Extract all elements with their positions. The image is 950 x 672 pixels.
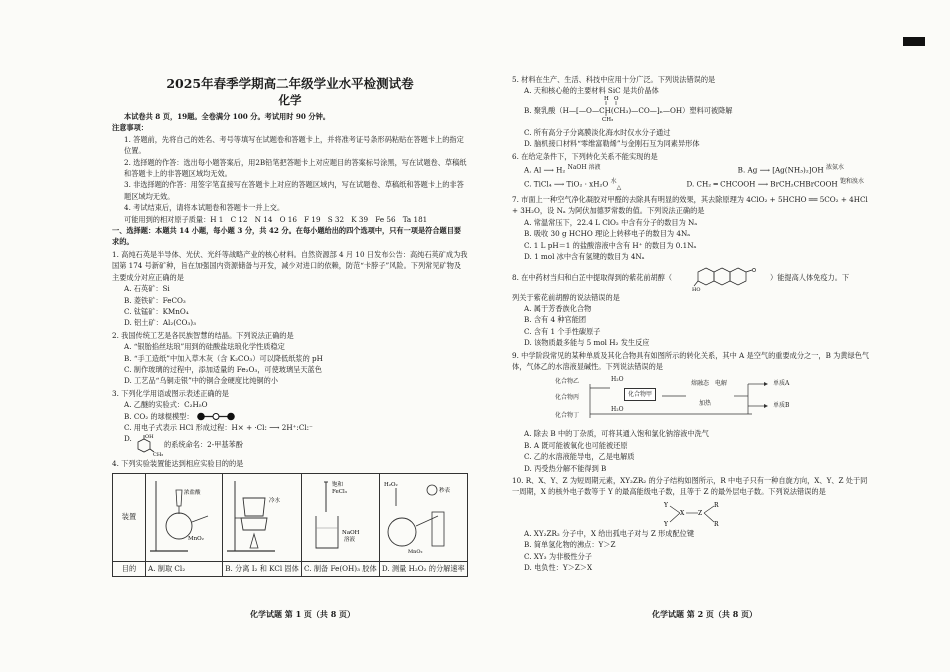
q8-option-a: A. 属于芳香族化合物 bbox=[524, 303, 592, 313]
q8-stem-part-1: 8. 在中药材当归和白芷中提取得到的紫花前胡醇（ bbox=[512, 272, 673, 282]
exam-subject: 化学 bbox=[278, 93, 302, 107]
praeruptorin-structure-icon bbox=[692, 264, 766, 292]
question-4-stem: 4. 下列实验装置能达到相应实验目的的是 bbox=[112, 459, 244, 469]
q10-structure bbox=[512, 498, 874, 528]
q2-option-b: B. “手工造纸”中加入草木灰（含 K₂CO₃）可以降低纸浆的 pH bbox=[124, 353, 323, 363]
flow-h2o-1: H₂O bbox=[611, 376, 624, 384]
q6-condition-a: NaOH 溶液 bbox=[567, 164, 601, 172]
atom-y-2: Y bbox=[664, 520, 668, 528]
q5-option-a: A. 天和核心舱的主要材料 SiC 是共价晶体 bbox=[524, 86, 659, 96]
flow-compound-bing: 化合物丙 bbox=[555, 394, 580, 402]
footer-page-2: 化学试题 第 2 页（共 8 页） bbox=[652, 609, 758, 619]
corner-marker bbox=[903, 37, 925, 46]
q6-condition-c2: △ bbox=[616, 183, 622, 191]
q3-option-b-text: B. CO₂ 的球棍模型： bbox=[124, 411, 194, 421]
q3-option-d bbox=[112, 433, 468, 457]
question-1-stem: 1. 高纯石英是半导体、光伏、光纤等战略产业的核心材料。自然资源部 4 月 10 日发布公告：高纯石英矿成为我国第 174 号新矿种，旨在加强国内资源储备与开发，减少对进口的依赖，防范“卡脖子”风险。下列常见矿物及主要成分对应正确的是 bbox=[112, 249, 468, 282]
apparatus-c bbox=[302, 473, 380, 561]
label-saturated: 饱和 bbox=[332, 481, 344, 488]
q6-condition-d: 饱和溴水 bbox=[839, 177, 864, 185]
note-4: 4. 考试结束后，请将本试题卷和答题卡一并上交。 bbox=[124, 203, 285, 213]
note-2: 2. 选择题的作答：选出每小题答案后，用2B铅笔把答题卡上对应题目的答案标号涂黑，写在试题卷、草稿纸和答题卡上的非答题区域均无效。 bbox=[124, 157, 467, 179]
atomic-masses: 可能用到的相对原子质量：H 1 C 12 N 14 O 16 F 19 S 32 K 39 Fe 56 Ta 181 bbox=[124, 214, 428, 224]
pla-ch3-label: CH₃ bbox=[602, 116, 614, 121]
atom-z: Z bbox=[698, 509, 703, 517]
page-1-column bbox=[112, 70, 468, 577]
q3-option-c: C. 用电子式表示 HCl 形成过程：H× + ·Cl: ⟶ 2H⁺:Cl:⁻ bbox=[124, 422, 313, 432]
flow-heating: 加热 bbox=[699, 400, 712, 408]
q8-ho-label: HO bbox=[692, 286, 701, 292]
apparatus-a bbox=[146, 473, 223, 561]
q10-option-c: C. XY₃ 为非极性分子 bbox=[524, 551, 592, 561]
q1-option-b: B. 菱铁矿：FeCO₃ bbox=[124, 295, 186, 305]
q2-option-d: D. 工艺品“乌铜走银”中的铜合金硬度比纯铜的小 bbox=[124, 376, 278, 386]
purpose-d: D. 测量 H₂O₂ 的分解速率 bbox=[379, 561, 467, 576]
pla-h-label: H bbox=[604, 95, 609, 102]
oh-group-label: OH bbox=[145, 434, 154, 441]
q5-option-c: C. 所有高分子分离膜淡化海水时仅水分子通过 bbox=[524, 127, 671, 137]
label-conc-hcl: 浓盐酸 bbox=[184, 489, 201, 496]
footer-page-1: 化学试题 第 1 页（共 8 页） bbox=[250, 609, 356, 619]
purpose-a: A. 制取 Cl₂ bbox=[146, 561, 223, 576]
label-cold-water: 冷水 bbox=[269, 497, 281, 504]
label-stopwatch: 秒表 bbox=[438, 487, 450, 494]
q8-option-c: C. 含有 1 个手性碳原子 bbox=[524, 326, 601, 336]
q2-option-c: C. 制作玻璃的过程中，添加适量的 Fe₂O₃，可使玻璃呈天蓝色 bbox=[124, 364, 322, 374]
q3-option-b bbox=[112, 411, 468, 422]
apparatus-d bbox=[379, 473, 467, 561]
purpose-b: B. 分离 I₂ 和 KCl 固体 bbox=[223, 561, 302, 576]
q8-option-d: D. 该物质最多能与 5 mol H₂ 发生反应 bbox=[524, 338, 650, 348]
q8-stem-part-3: 列关于紫花前胡醇的说法错误的是 bbox=[512, 292, 620, 302]
q10-molecule-icon bbox=[652, 498, 732, 528]
flow-compound-jia: 化合物甲 bbox=[624, 388, 656, 401]
q10-option-a: A. XY₂ZR₂ 分子中，X 给出孤电子对与 Z 形成配位键 bbox=[524, 528, 695, 538]
experiment-table bbox=[112, 473, 468, 577]
q1-option-c: C. 钛锰矿：KMnO₄ bbox=[124, 306, 189, 316]
apparatus-b bbox=[223, 473, 302, 561]
ch3-group-label: CH₃ bbox=[153, 452, 164, 458]
atom-r-2: R bbox=[714, 520, 719, 528]
q10-option-b: B. 简单氢化物的沸点：Y＞Z bbox=[524, 540, 616, 550]
note-1: 1. 答题前，先将自己的姓名、考号等填写在试题卷和答题卡上，并将准考证号条形码粘贴在答题卡上的指定位置。 bbox=[124, 134, 464, 156]
q6-option-b bbox=[738, 162, 844, 176]
q6-option-d bbox=[686, 176, 864, 193]
question-5-stem: 5. 材料在生产、生活、科技中应用十分广泛。下列说法错误的是 bbox=[512, 75, 716, 84]
q8-option-b: B. 含有 4 种官能团 bbox=[524, 315, 587, 325]
methylphenol-structure-icon bbox=[134, 433, 164, 457]
label-naoh: NaOH bbox=[342, 529, 360, 536]
q1-option-a: A. 石英矿：Si bbox=[124, 284, 170, 294]
q3-option-d-label: D. bbox=[124, 434, 132, 444]
purpose-row-header: 目的 bbox=[113, 561, 146, 576]
q8-stem-part-2: ）能提高人体免疫力。下 bbox=[770, 272, 850, 282]
atom-y-1: Y bbox=[664, 501, 668, 509]
pla-o-label: O bbox=[614, 95, 619, 102]
q6-option-a bbox=[524, 162, 600, 176]
q5-option-b bbox=[512, 97, 874, 127]
q6-option-b-text: B. Ag ⟶ [Ag(NH₃)₂]OH bbox=[737, 165, 824, 175]
q6-options-row-2 bbox=[512, 176, 874, 193]
page-2-column bbox=[512, 74, 874, 573]
label-fecl3: FeCl₃ bbox=[332, 488, 347, 495]
q6-option-c-text: C. TiCl₄ ⟶ TiO₂ · xH₂O bbox=[524, 179, 609, 189]
apparatus-c-icon bbox=[304, 476, 376, 556]
label-mno2-a: MnO₂ bbox=[188, 535, 204, 542]
q1-option-d: D. 铝土矿：Al₂(CO₃)₃ bbox=[124, 318, 196, 328]
label-solution: 溶液 bbox=[344, 536, 356, 543]
question-7-stem: 7. 市面上一种空气净化凝胶对甲醛的去除具有明显的效果，其去除原理为 4ClO₂ + 5HCHO ══ 5CO₂ + 4HCl + 3H₂O，设 Nₐ 为阿伏加德罗常数的值。下列说法正确的是 bbox=[512, 195, 868, 216]
q7-option-c: C. 1 L pH＝1 的盐酸溶液中含有 H⁺ 的数目为 0.1Nₐ bbox=[524, 240, 697, 250]
question-8-stem bbox=[512, 264, 874, 292]
q9-option-c: C. 乙的水溶液能导电，乙是电解质 bbox=[524, 452, 635, 462]
q3-option-d-text: 的系统命名：2-甲基苯酚 bbox=[164, 440, 243, 450]
q3-option-a: A. 乙醚的实验式：C₂H₅O bbox=[124, 400, 208, 410]
flow-h2o-2: H₂O bbox=[611, 406, 624, 414]
flow-compound-yi: 化合物乙 bbox=[555, 378, 580, 386]
device-row-header: 装置 bbox=[113, 473, 146, 561]
q6-option-d-text: D. CH₂ ═ CHCOOH ⟶ BrCH₂CHBrCOOH bbox=[686, 179, 838, 189]
q6-condition-b: 浓氨水 bbox=[825, 164, 844, 172]
label-h2o2: H₂O₂ bbox=[383, 481, 398, 488]
question-6-stem: 6. 在给定条件下，下列转化关系不能实现的是 bbox=[512, 151, 658, 161]
q9-option-a: A. 除去 B 中的丁杂质，可将其通入饱和氯化钠溶液中洗气 bbox=[524, 429, 709, 439]
q9-option-b: B. A 既可能被氧化也可能被还原 bbox=[524, 440, 628, 450]
exam-title: 2025年春季学期高二年级学业水平检测试卷 bbox=[166, 76, 414, 91]
q5-option-b-text: B. 聚乳酸（H—[—O—CH(CH₃)—CO—]ₙ—OH）塑料可被降解 bbox=[524, 105, 733, 115]
q9-flow-diagram bbox=[512, 374, 874, 426]
atom-r-1: R bbox=[714, 501, 719, 509]
note-3: 3. 非选择题的作答：用签字笔直接写在答题卡上对应的答题区域内，写在试题卷、草稿纸和答题卡上的非答题区域均无效。 bbox=[124, 180, 464, 201]
q7-option-d: D. 1 mol 冰中含有氢键的数目为 4Nₐ bbox=[524, 252, 645, 262]
q6-condition-c1: 水 bbox=[610, 177, 617, 185]
q6-option-c bbox=[524, 176, 621, 193]
section-1-heading: 一、选择题：本题共 14 小题，每小题 3 分，共 42 分。在每小题给出的四个选项中，只有一项是符合题目要求的。 bbox=[112, 226, 462, 247]
question-9-stem: 9. 中学阶段常见的某种单质及其化合物具有如图所示的转化关系，其中 A 是空气的重要成分之一，B 为黄绿色气体，气体乙的水溶液显碱性。下列说法错误的是 bbox=[512, 350, 870, 371]
q10-option-d: D. 电负性：Y＞Z＞X bbox=[524, 563, 593, 572]
flow-element-b: 单质B bbox=[773, 402, 790, 410]
q7-option-b: B. 吸收 30 g HCHO 理论上转移电子的数目为 4Nₐ bbox=[524, 229, 691, 239]
co2-ball-stick-icon bbox=[196, 412, 236, 421]
q6-options-row-1 bbox=[512, 162, 874, 176]
q2-option-a: A. “银胎掐丝珐琅”用到的硅酸盐珐琅化学性质稳定 bbox=[124, 342, 285, 352]
question-3-stem: 3. 下列化学用语或图示表述正确的是 bbox=[112, 388, 229, 398]
atom-x: X bbox=[680, 509, 685, 517]
q9-option-d: D. 丙受热分解不能得到 B bbox=[524, 463, 607, 473]
q5-option-d: D. 脑机接口材料“零维富勒烯”与金刚石互为同素异形体 bbox=[524, 139, 700, 149]
flow-compound-ding: 化合物丁 bbox=[555, 412, 580, 420]
flow-electrolysis: 电解 bbox=[715, 380, 728, 388]
purpose-c: C. 制备 Fe(OH)₃ 胶体 bbox=[302, 561, 380, 576]
q7-option-a: A. 常温常压下，22.4 L ClO₂ 中含有分子的数目为 Nₐ bbox=[524, 217, 698, 227]
q6-option-a-text: A. Al ⟶ H₂ bbox=[524, 165, 566, 175]
notes-title: 注意事项： bbox=[112, 123, 148, 133]
apparatus-b-icon bbox=[225, 476, 297, 556]
flow-element-a: 单质A bbox=[773, 380, 790, 388]
question-2-stem: 2. 我国传统工艺是各民族智慧的结晶。下列说法正确的是 bbox=[112, 330, 294, 340]
exam-info: 本试卷共 8 页，19题。全卷满分 100 分。考试用时 90 分钟。 bbox=[124, 112, 330, 121]
flow-molten-state: 熔融态 bbox=[691, 380, 710, 388]
question-10-stem: 10. R、X、Y、Z 为短周期元素，XY₂ZR₂ 的分子结构如图所示，R 中电子只有一种自旋方向，X、Y、Z 处于同一周期，X 的核外电子数等于 Y 的最高能级电子数，且等于 Z 的最外层电子数。下列说法错误的是 bbox=[512, 475, 868, 497]
apparatus-a-icon bbox=[148, 476, 220, 556]
apparatus-d-icon bbox=[382, 476, 458, 556]
label-mno2-d: MnO₂ bbox=[407, 548, 423, 555]
